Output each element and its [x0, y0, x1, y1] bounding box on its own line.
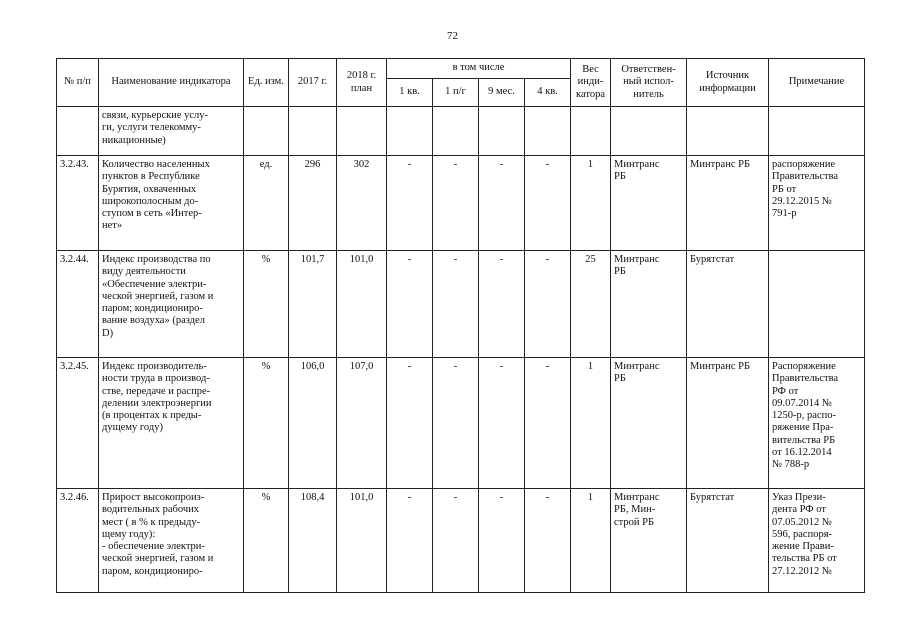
cell-2018: 101,0 [337, 251, 387, 358]
header-source: Источник информации [687, 59, 769, 107]
cell-note: распоряжение Правительства РБ от 29.12.2015 № 791-р [769, 156, 865, 251]
cell-source [687, 107, 769, 156]
header-name: Наименование индикатора [99, 59, 244, 107]
cell-h1: - [433, 489, 479, 593]
cell-q4 [525, 107, 571, 156]
cell-q1 [387, 107, 433, 156]
cell-unit: ед. [244, 156, 289, 251]
cell-executor: Минтранс РБ [611, 156, 687, 251]
page-number: 72 [447, 30, 458, 42]
header-q1: 1 кв. [387, 79, 433, 107]
cell-source: Бурятстат [687, 489, 769, 593]
cell-note: Распоряжение Правительства РФ от 09.07.2014 № 1250-р, распо- ряжение Пра- вительства РБ от 16.12.2014 № 788-р [769, 358, 865, 489]
table-row [57, 358, 865, 489]
cell-h1 [433, 107, 479, 156]
cell-9m: - [479, 358, 525, 489]
header-executor: Ответствен-ный испол-нитель [611, 59, 687, 107]
cell-num: 3.2.45. [57, 358, 99, 489]
cell-q4: - [525, 251, 571, 358]
cell-2017 [289, 107, 337, 156]
cell-weight [571, 107, 611, 156]
cell-num: 3.2.43. [57, 156, 99, 251]
header-2017: 2017 г. [289, 59, 337, 107]
cell-note [769, 107, 865, 156]
cell-name: Индекс производства по виду деятельности «Обеспечение электри- ческой энергией, газом и паром; кондициониро- вание воздуха» (раздел D) [99, 251, 244, 358]
cell-weight: 1 [571, 156, 611, 251]
cell-executor: Минтранс РБ [611, 251, 687, 358]
cell-name: связи, курьерские услу- ги, услуги телекомму- никационные) [99, 107, 244, 156]
header-q4: 4 кв. [525, 79, 571, 107]
header-weight: Вес инди-катора [571, 59, 611, 107]
cell-9m: - [479, 489, 525, 593]
cell-unit: % [244, 251, 289, 358]
cell-2017: 101,7 [289, 251, 337, 358]
header-unit: Ед. изм. [244, 59, 289, 107]
cell-9m [479, 107, 525, 156]
cell-weight: 1 [571, 489, 611, 593]
cell-executor: Минтранс РБ [611, 358, 687, 489]
cell-2018: 302 [337, 156, 387, 251]
cell-q4: - [525, 489, 571, 593]
cell-9m: - [479, 251, 525, 358]
cell-unit: % [244, 489, 289, 593]
cell-9m: - [479, 156, 525, 251]
table-header [57, 59, 865, 107]
cell-name: Прирост высокопроиз- водительных рабочих мест ( в % к предыду- щему году): - обеспечение электри- ческой энергией, газом и паром, кондициониро- [99, 489, 244, 593]
cell-num [57, 107, 99, 156]
cell-source: Минтранс РБ [687, 358, 769, 489]
header-num: № п/п [57, 59, 99, 107]
header-h1: 1 п/г [433, 79, 479, 107]
cell-2018: 107,0 [337, 358, 387, 489]
cell-num: 3.2.46. [57, 489, 99, 593]
cell-q1: - [387, 489, 433, 593]
cell-2017: 106,0 [289, 358, 337, 489]
cell-note: Указ Прези- дента РФ от 07.05.2012 № 596, распоря- жение Прави- тельства РБ от 27.12.2012 № [769, 489, 865, 593]
cell-h1: - [433, 358, 479, 489]
cell-2017: 296 [289, 156, 337, 251]
cell-unit: % [244, 358, 289, 489]
cell-q1: - [387, 358, 433, 489]
cell-q4: - [525, 156, 571, 251]
header-9m: 9 мес. [479, 79, 525, 107]
cell-2018 [337, 107, 387, 156]
cell-weight: 1 [571, 358, 611, 489]
cell-num: 3.2.44. [57, 251, 99, 358]
cell-q1: - [387, 156, 433, 251]
cell-weight: 25 [571, 251, 611, 358]
header-including: в том числе [387, 59, 571, 79]
cell-note [769, 251, 865, 358]
cell-h1: - [433, 251, 479, 358]
cell-source: Минтранс РБ [687, 156, 769, 251]
cell-name: Количество населенных пунктов в Республике Бурятия, охваченных широкополосным до- ступом в сеть «Интер- нет» [99, 156, 244, 251]
table-row [57, 107, 865, 156]
header-note: Примечание [769, 59, 865, 107]
header-2018-plan: 2018 г. план [337, 59, 387, 107]
cell-2017: 108,4 [289, 489, 337, 593]
cell-2018: 101,0 [337, 489, 387, 593]
cell-unit [244, 107, 289, 156]
cell-source: Бурятстат [687, 251, 769, 358]
cell-executor: Минтранс РБ, Мин- строй РБ [611, 489, 687, 593]
cell-q4: - [525, 358, 571, 489]
table-row [57, 156, 865, 251]
table-row [57, 489, 865, 593]
cell-q1: - [387, 251, 433, 358]
indicators-table [56, 58, 865, 593]
cell-executor [611, 107, 687, 156]
cell-h1: - [433, 156, 479, 251]
table-row [57, 251, 865, 358]
cell-name: Индекс производитель- ности труда в производ- стве, передаче и распре- делении электроэнергии (в процентах к преды- дущему году) [99, 358, 244, 489]
